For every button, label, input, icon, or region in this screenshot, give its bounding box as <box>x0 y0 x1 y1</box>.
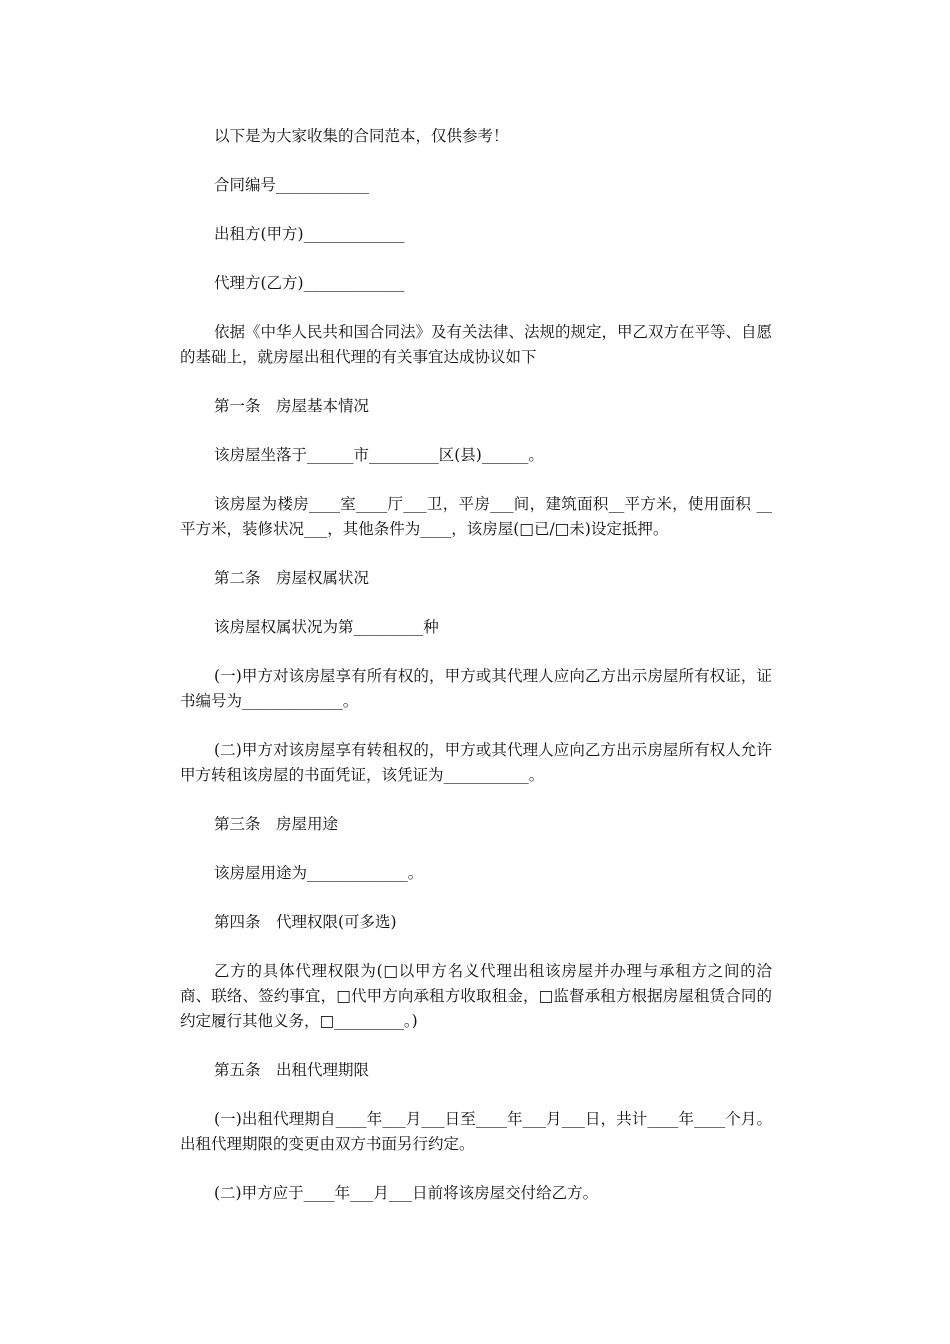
contract-number: 合同编号____________ <box>214 176 370 194</box>
agency-term-clause-2: (二)甲方应于____年___月___日前将该房屋交付给乙方。 <box>214 1184 599 1202</box>
article-4-heading: 第四条 代理权限(可多选) <box>214 913 397 931</box>
ownership-clause-2: (二)甲方对该房屋享有转租权的，甲方或其代理人应向乙方出示房屋所有权人允许甲方转租该房屋的书面凭证，该凭证为___________。 <box>180 741 772 784</box>
property-details: 该房屋为楼房____室____厅___卫，平房___间，建筑面积__平方米，使用面积 __平方米，装修状况___，其他条件为____，该房屋(□已/□未)设定抵押。 <box>180 495 772 538</box>
ownership-clause-1: (一)甲方对该房屋享有所有权的，甲方或其代理人应向乙方出示房屋所有权证，证书编号为_____________。 <box>180 667 772 710</box>
article-5-heading: 第五条 出租代理期限 <box>214 1061 370 1079</box>
property-use: 该房屋用途为_____________。 <box>214 864 424 882</box>
article-2-heading: 第二条 房屋权属状况 <box>214 569 370 587</box>
property-location: 该房屋坐落于______市_________区(县)______。 <box>214 446 544 464</box>
document-page <box>180 124 772 1206</box>
lessor-party: 出租方(甲方)_____________ <box>214 225 405 243</box>
agent-party: 代理方(乙方)_____________ <box>214 274 405 292</box>
agency-term-clause-1: (一)出租代理期自____年___月___日至____年___月___日，共计____年____个月。出租代理期限的变更由双方书面另行约定。 <box>180 1110 772 1153</box>
agency-authority: 乙方的具体代理权限为(□以甲方名义代理出租该房屋并办理与承租方之间的洽商、联络、签约事宜，□代甲方向承租方收取租金，□监督承租方根据房屋租赁合同的约定履行其他义务，□_________。) <box>180 962 772 1030</box>
preamble: 依据《中华人民共和国合同法》及有关法律、法规的规定，甲乙双方在平等、自愿的基础上，就房屋出租代理的有关事宜达成协议如下 <box>180 323 773 366</box>
intro-note: 以下是为大家收集的合同范本，仅供参考！ <box>214 127 509 145</box>
ownership-type: 该房屋权属状况为第_________种 <box>214 618 439 636</box>
article-1-heading: 第一条 房屋基本情况 <box>214 397 370 415</box>
article-3-heading: 第三条 房屋用途 <box>214 815 339 833</box>
